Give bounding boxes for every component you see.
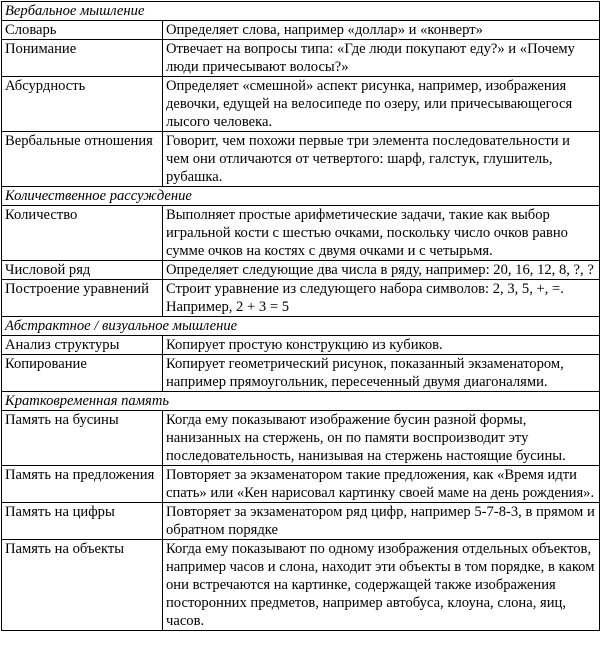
subtest-description: Когда ему показывают изображение бусин разной формы, нанизанных на стержень, он по памяти воспроизводит эту последовательность, нанизывая на стержень настоящие бусины.	[163, 411, 600, 466]
subtest-description: Когда ему показывают по одному изображения отдельных объектов, например часов и слона, находит эти объекты в том порядке, в каком они встречаются на картинке, содержащей также изображения посторонних предметов, например автобуса, клоуна, слона, яиц, часов.	[163, 540, 600, 631]
subtest-description: Определяет следующие два числа в ряду, например: 20, 16, 12, 8, ?, ?	[163, 261, 600, 280]
table-row	[2, 40, 600, 77]
section-header-row	[2, 317, 600, 336]
table-row	[2, 466, 600, 503]
subtest-description: Определяет «смешной» аспект рисунка, например, изображения девочки, едущей на велосипеде по озеру, или причесывающегося лысого человека.	[163, 77, 600, 132]
subtest-name: Анализ структуры	[2, 336, 163, 355]
subtest-name: Копирование	[2, 355, 163, 392]
section-header-row	[2, 2, 600, 21]
subtest-name: Словарь	[2, 21, 163, 40]
section-title: Вербальное мышление	[2, 2, 600, 21]
section-title: Кратковременная память	[2, 392, 600, 411]
subtest-name: Вербальные отношения	[2, 132, 163, 187]
table-row	[2, 261, 600, 280]
subtest-description: Повторяет за экзаменатором такие предложения, как «Время идти спать» или «Кен нарисовал картинку своей маме на день рождения».	[163, 466, 600, 503]
subtest-description: Копирует простую конструкцию из кубиков.	[163, 336, 600, 355]
subtest-description: Выполняет простые арифметические задачи, такие как выбор игральной кости с шестью очками, поскольку число очков равно сумме очков на костях с двумя очками и с четырьмя.	[163, 206, 600, 261]
table-row	[2, 132, 600, 187]
table-row	[2, 77, 600, 132]
subtest-name: Понимание	[2, 40, 163, 77]
section-header-row	[2, 392, 600, 411]
table-row	[2, 540, 600, 631]
subtest-name: Память на цифры	[2, 503, 163, 540]
subtest-name: Числовой ряд	[2, 261, 163, 280]
table-row	[2, 411, 600, 466]
table-row	[2, 503, 600, 540]
table-row	[2, 21, 600, 40]
subtest-description: Строит уравнение из следующего набора символов: 2, 3, 5, +, =. Например, 2 + 3 = 5	[163, 280, 600, 317]
subtest-description: Повторяет за экзаменатором ряд цифр, например 5-7-8-3, в прямом и обратном порядке	[163, 503, 600, 540]
subtest-name: Абсурдность	[2, 77, 163, 132]
subtest-name: Построение уравнений	[2, 280, 163, 317]
subtest-name: Память на объекты	[2, 540, 163, 631]
table-row	[2, 336, 600, 355]
subtest-description: Отвечает на вопросы типа: «Где люди покупают еду?» и «Почему люди причесывают волосы?»	[163, 40, 600, 77]
subtest-description: Говорит, чем похожи первые три элемента последовательности и чем они отличаются от четвертого: шарф, галстук, глушитель, рубашка.	[163, 132, 600, 187]
table-row	[2, 206, 600, 261]
table-row	[2, 280, 600, 317]
section-header-row	[2, 187, 600, 206]
subtests-table	[1, 1, 600, 631]
section-title: Абстрактное / визуальное мышление	[2, 317, 600, 336]
section-title: Количественное рассуждение	[2, 187, 600, 206]
subtest-description: Копирует геометрический рисунок, показанный экзаменатором, например прямоугольник, пересеченный двумя диагоналями.	[163, 355, 600, 392]
subtest-name: Память на бусины	[2, 411, 163, 466]
table-row	[2, 355, 600, 392]
subtest-name: Память на предложения	[2, 466, 163, 503]
subtest-description: Определяет слова, например «доллар» и «конверт»	[163, 21, 600, 40]
subtest-name: Количество	[2, 206, 163, 261]
